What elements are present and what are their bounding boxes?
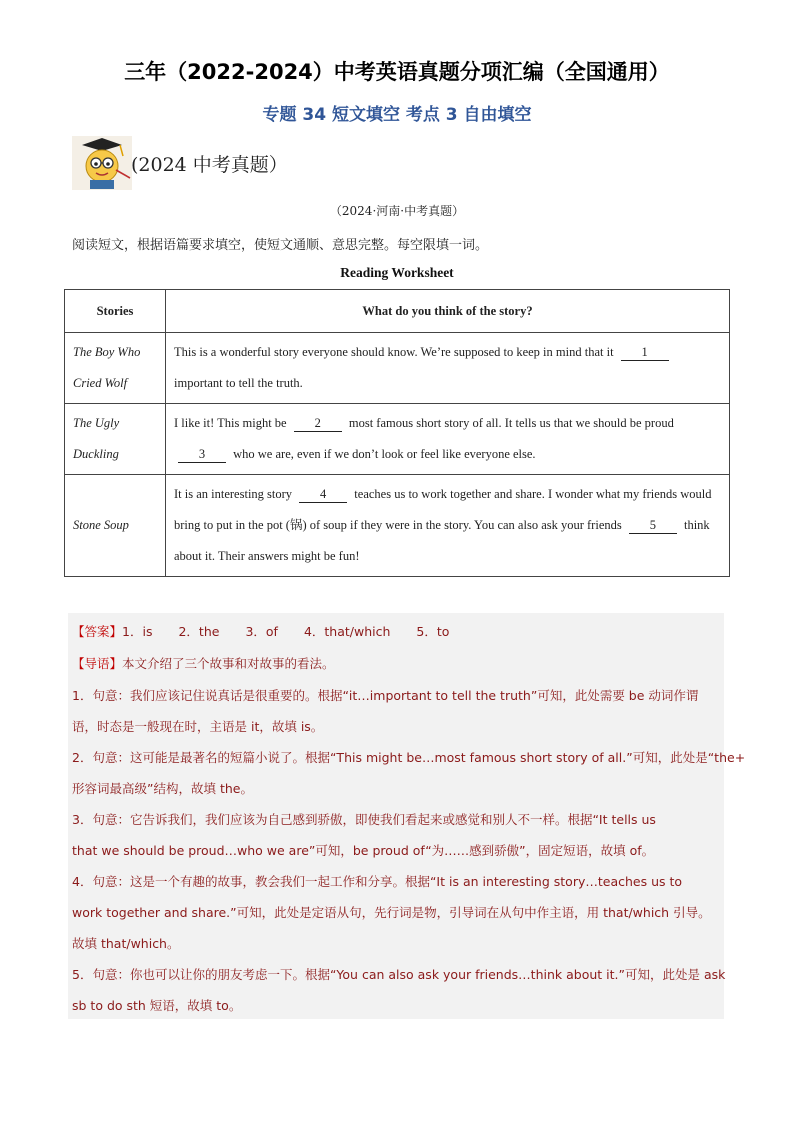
column-header-stories: Stories (65, 290, 166, 333)
answer-line (72, 622, 475, 640)
table-row (65, 475, 730, 577)
section-label: (2024 中考真题） (131, 154, 288, 176)
answer-item: 1．is (122, 624, 153, 639)
story-title-line: The Boy Who (73, 345, 141, 359)
story-comment-cell (166, 404, 730, 475)
guide-text: 本文介绍了三个故事和对故事的看法。 (122, 656, 335, 671)
table-row (65, 333, 730, 404)
reading-worksheet-table (64, 289, 730, 577)
story-comment-cell (166, 475, 730, 577)
story-title-line: Stone Soup (73, 518, 129, 532)
story-title-line: Duckling (73, 447, 119, 461)
answer-item: 2．the (178, 624, 220, 639)
guide-tag: 【导语】 (72, 656, 123, 671)
comment-text: I like it! This might be (174, 416, 290, 430)
answer-blank: 3 (178, 446, 226, 463)
explanation-line: 2．句意：这可能是最著名的短篇小说了。根据“This might be…most famous short story of all.”可知，此处是“the+ (72, 750, 746, 765)
mascot-graduate-icon (72, 136, 132, 190)
answer-blank: 5 (629, 517, 677, 534)
explanation-line: 3．句意：它告诉我们，我们应该为自己感到骄傲，即使我们看起来或感觉和别人不一样。根据“It tells us (72, 812, 656, 827)
explanation-line: 5．句意：你也可以让你的朋友考虑一下。根据“You can also ask your friends…think about it.”可知，此处是 ask (72, 967, 726, 982)
story-title-cell (65, 475, 166, 577)
comment-text: important to tell the truth. (174, 376, 303, 390)
answer-blank: 1 (621, 344, 669, 361)
answer-item: 4．that/which (303, 624, 391, 639)
answer-item: 5．to (416, 624, 450, 639)
explanation-line: 故填 that/which。 (72, 936, 180, 951)
explanation-line: 语，时态是一般现在时，主语是 it，故填 is。 (72, 719, 324, 734)
document-title: 三年（2022-2024）中考英语真题分项汇编（全国通用） (124, 60, 670, 84)
explanation-line: 1．句意：我们应该记住说真话是很重要的。根据“it…important to tell the truth”可知，此处需要 be 动词作谓 (72, 688, 699, 703)
comment-text: think about it. Their answers might be fun! (174, 518, 710, 563)
answer-blank: 4 (299, 486, 347, 503)
worksheet-title: Reading Worksheet (340, 265, 454, 280)
story-title-line: Cried Wolf (73, 376, 128, 390)
explanation-line: that we should be proud…who we are”可知，be proud of“为……感到骄傲”，固定短语，故填 of。 (72, 843, 655, 858)
answer-blank: 2 (294, 415, 342, 432)
explanation-line: 4．句意：这是一个有趣的故事，教会我们一起工作和分享。根据“It is an interesting story…teaches us to (72, 874, 683, 889)
explanation-line: 形容词最高级”结构，故填 the。 (72, 781, 253, 796)
story-comment-cell (166, 333, 730, 404)
story-title-cell (65, 404, 166, 475)
explanation-line: work together and share.”可知，此处是定语从句，先行词是物，引导词在从句中作主语，用 that/which 引导。 (72, 905, 711, 920)
answer-item: 3．of (245, 624, 278, 639)
table-row (65, 404, 730, 475)
answer-tag: 【答案】 (72, 624, 123, 639)
comment-text: most famous short story of all. It tells us that we should be proud (345, 416, 674, 430)
topic-subtitle: 专题 34 短文填空 考点 3 自由填空 (262, 105, 532, 125)
comment-text: who we are, even if we don’t look or feel like everyone else. (230, 447, 536, 461)
question-source: （2024·河南·中考真题） (329, 204, 465, 218)
guide-line (72, 654, 335, 672)
story-title-cell (65, 333, 166, 404)
story-title-line: The Ugly (73, 416, 120, 430)
question-instructions: 阅读短文，根据语篇要求填空，使短文通顺、意思完整。每空限填一词。 (72, 238, 489, 253)
comment-text: teaches us to work together and share. I wonder what my friends would bring to put in the pot (锅) of soup if they were in the story. You can also ask your friends (174, 487, 712, 532)
table-header-row (65, 290, 730, 333)
comment-text: This is a wonderful story everyone should know. We’re supposed to keep in mind that it (174, 345, 617, 359)
explanation-line: sb to do sth 短语，故填 to。 (72, 998, 242, 1013)
comment-text: It is an interesting story (174, 487, 296, 501)
column-header-opinion: What do you think of the story? (166, 290, 730, 333)
